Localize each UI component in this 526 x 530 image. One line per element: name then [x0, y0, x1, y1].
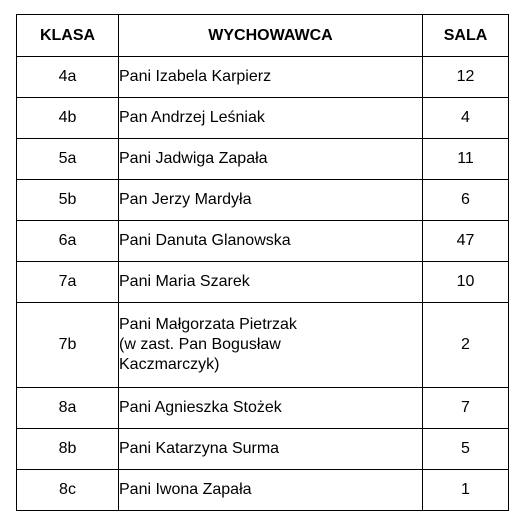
- cell-klasa: 5a: [17, 139, 119, 180]
- cell-sala: 11: [423, 139, 509, 180]
- cell-klasa: 8b: [17, 429, 119, 470]
- cell-sala: 6: [423, 180, 509, 221]
- cell-wychowawca-line: (w zast. Pan Bogusław: [119, 336, 281, 353]
- header-klasa: KLASA: [17, 15, 119, 57]
- cell-wychowawca: [119, 429, 423, 470]
- cell-wychowawca: [119, 303, 423, 388]
- cell-sala: 10: [423, 262, 509, 303]
- cell-wychowawca: [119, 221, 423, 262]
- cell-wychowawca-line: Pan Andrzej Leśniak: [119, 109, 265, 126]
- cell-wychowawca-line: Pani Maria Szarek: [119, 273, 250, 290]
- cell-wychowawca: [119, 139, 423, 180]
- cell-klasa: 7a: [17, 262, 119, 303]
- cell-wychowawca: [119, 98, 423, 139]
- cell-sala: 1: [423, 470, 509, 511]
- table-row: [17, 57, 509, 98]
- cell-klasa: 6a: [17, 221, 119, 262]
- cell-wychowawca: [119, 180, 423, 221]
- cell-wychowawca-line: Pani Agnieszka Stożek: [119, 399, 282, 416]
- header-wychowawca: WYCHOWAWCA: [119, 15, 423, 57]
- cell-wychowawca-line: Pani Jadwiga Zapała: [119, 150, 268, 167]
- cell-wychowawca-line: Pani Danuta Glanowska: [119, 232, 291, 249]
- cell-wychowawca: [119, 470, 423, 511]
- cell-sala: 7: [423, 388, 509, 429]
- table-row: [17, 470, 509, 511]
- table-row: [17, 221, 509, 262]
- table-row: [17, 303, 509, 388]
- table-row: [17, 98, 509, 139]
- cell-wychowawca: [119, 262, 423, 303]
- cell-wychowawca-line: Pani Katarzyna Surma: [119, 440, 280, 457]
- cell-sala: 12: [423, 57, 509, 98]
- cell-wychowawca: [119, 57, 423, 98]
- cell-wychowawca-line: Pani Iwona Zapała: [119, 481, 252, 498]
- table-row: [17, 180, 509, 221]
- table-body: [17, 57, 509, 511]
- class-teacher-table: [16, 14, 509, 511]
- cell-klasa: 8a: [17, 388, 119, 429]
- table-row: [17, 262, 509, 303]
- header-sala: SALA: [423, 15, 509, 57]
- cell-sala: 47: [423, 221, 509, 262]
- cell-sala: 2: [423, 303, 509, 388]
- table-header-row: [17, 15, 509, 57]
- cell-klasa: 4b: [17, 98, 119, 139]
- cell-wychowawca-line: Pani Małgorzata Pietrzak: [119, 316, 297, 333]
- table-row: [17, 388, 509, 429]
- cell-klasa: 5b: [17, 180, 119, 221]
- table-row: [17, 429, 509, 470]
- cell-sala: 5: [423, 429, 509, 470]
- cell-wychowawca-line: Kaczmarczyk): [119, 356, 220, 373]
- cell-wychowawca: [119, 388, 423, 429]
- cell-klasa: 4a: [17, 57, 119, 98]
- table-row: [17, 139, 509, 180]
- cell-sala: 4: [423, 98, 509, 139]
- cell-klasa: 8c: [17, 470, 119, 511]
- cell-wychowawca-line: Pan Jerzy Mardyła: [119, 191, 252, 208]
- cell-wychowawca-line: Pani Izabela Karpierz: [119, 68, 272, 85]
- cell-klasa: 7b: [17, 303, 119, 388]
